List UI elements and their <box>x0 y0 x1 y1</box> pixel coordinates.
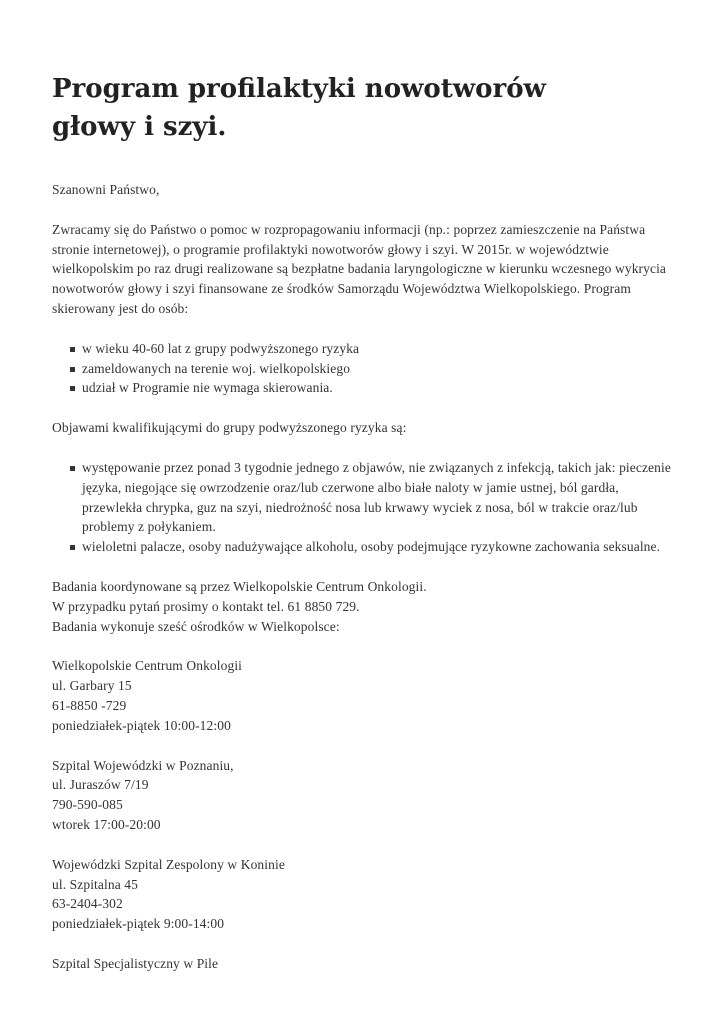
symptoms-list <box>52 458 677 557</box>
center-name: Wojewódzki Szpital Zespolony w Koninie <box>52 856 285 872</box>
list-item: zameldowanych na terenie woj. wielkopolskiego <box>82 359 677 379</box>
center-name: Szpital Wojewódzki w Poznaniu, <box>52 757 234 773</box>
document-page <box>52 0 677 974</box>
center-name: Szpital Specjalistyczny w Pile <box>52 955 219 971</box>
intro-paragraph: Zwracamy się do Państwo o pomoc w rozpropagowaniu informacji (np.: poprzez zamieszczenie na Państwa stronie internetowej), o programie profilaktyki nowotworów głowy i szyi. W 2015r. w województwie wielkopolskim po raz drugi realizowane są bezpłatne badania laryngologiczne w kierunku wczesnego wykrycia nowotworów głowy i szyi finansowane ze środków Samorządu Województwa Wielkopolskiego. Program skierowany jest do osób: <box>52 221 667 316</box>
centers-intro-line: Badania wykonuje sześć ośrodków w Wielkopolsce: <box>52 618 340 634</box>
center-block <box>52 954 677 974</box>
center-block <box>52 855 677 934</box>
center-phone: 790-590-085 <box>52 797 123 813</box>
coordination-info <box>52 577 677 636</box>
center-phone: 61-8850 -729 <box>52 697 127 713</box>
symptoms-lead: Objawami kwalifikującymi do grupy podwyższonego ryzyka są: <box>52 420 407 436</box>
center-hours: poniedziałek-piątek 10:00-12:00 <box>52 717 231 733</box>
center-phone: 63-2404-302 <box>52 896 123 912</box>
contact-line: W przypadku pytań prosimy o kontakt tel. 61 8850 729. <box>52 598 360 614</box>
list-item: udział w Programie nie wymaga skierowania. <box>82 378 677 398</box>
article-body <box>52 180 677 974</box>
target-group-list <box>52 339 677 398</box>
center-address: ul. Juraszów 7/19 <box>52 777 149 793</box>
greeting: Szanowni Państwo, <box>52 182 160 197</box>
center-hours: wtorek 17:00-20:00 <box>52 816 161 832</box>
center-block <box>52 656 677 735</box>
list-item: wieloletni palacze, osoby nadużywające alkoholu, osoby podejmujące ryzykowne zachowania seksualne. <box>82 537 677 557</box>
center-hours: poniedziałek-piątek 9:00-14:00 <box>52 916 225 932</box>
center-address: ul. Garbary 15 <box>52 678 132 694</box>
page-title: Program profilaktyki nowotworów głowy i szyi. <box>52 74 546 142</box>
coordination-line: Badania koordynowane są przez Wielkopolskie Centrum Onkologii. <box>52 578 427 594</box>
center-address: ul. Szpitalna 45 <box>52 876 138 892</box>
list-item: występowanie przez ponad 3 tygodnie jednego z objawów, nie związanych z infekcją, takich jak: pieczenie języka, niegojące się owrzodzenie oraz/lub czerwone albo białe naloty w jamie ustnej, ból gardła, przewlekła chrypka, guz na szyi, niedrożność nosa lub krwawy wyciek z nosa, ból w trakcie oraz/lub problemy z połykaniem. <box>82 458 677 537</box>
list-item: w wieku 40-60 lat z grupy podwyższonego ryzyka <box>82 339 677 359</box>
center-block <box>52 756 677 835</box>
center-name: Wielkopolskie Centrum Onkologii <box>52 658 243 674</box>
